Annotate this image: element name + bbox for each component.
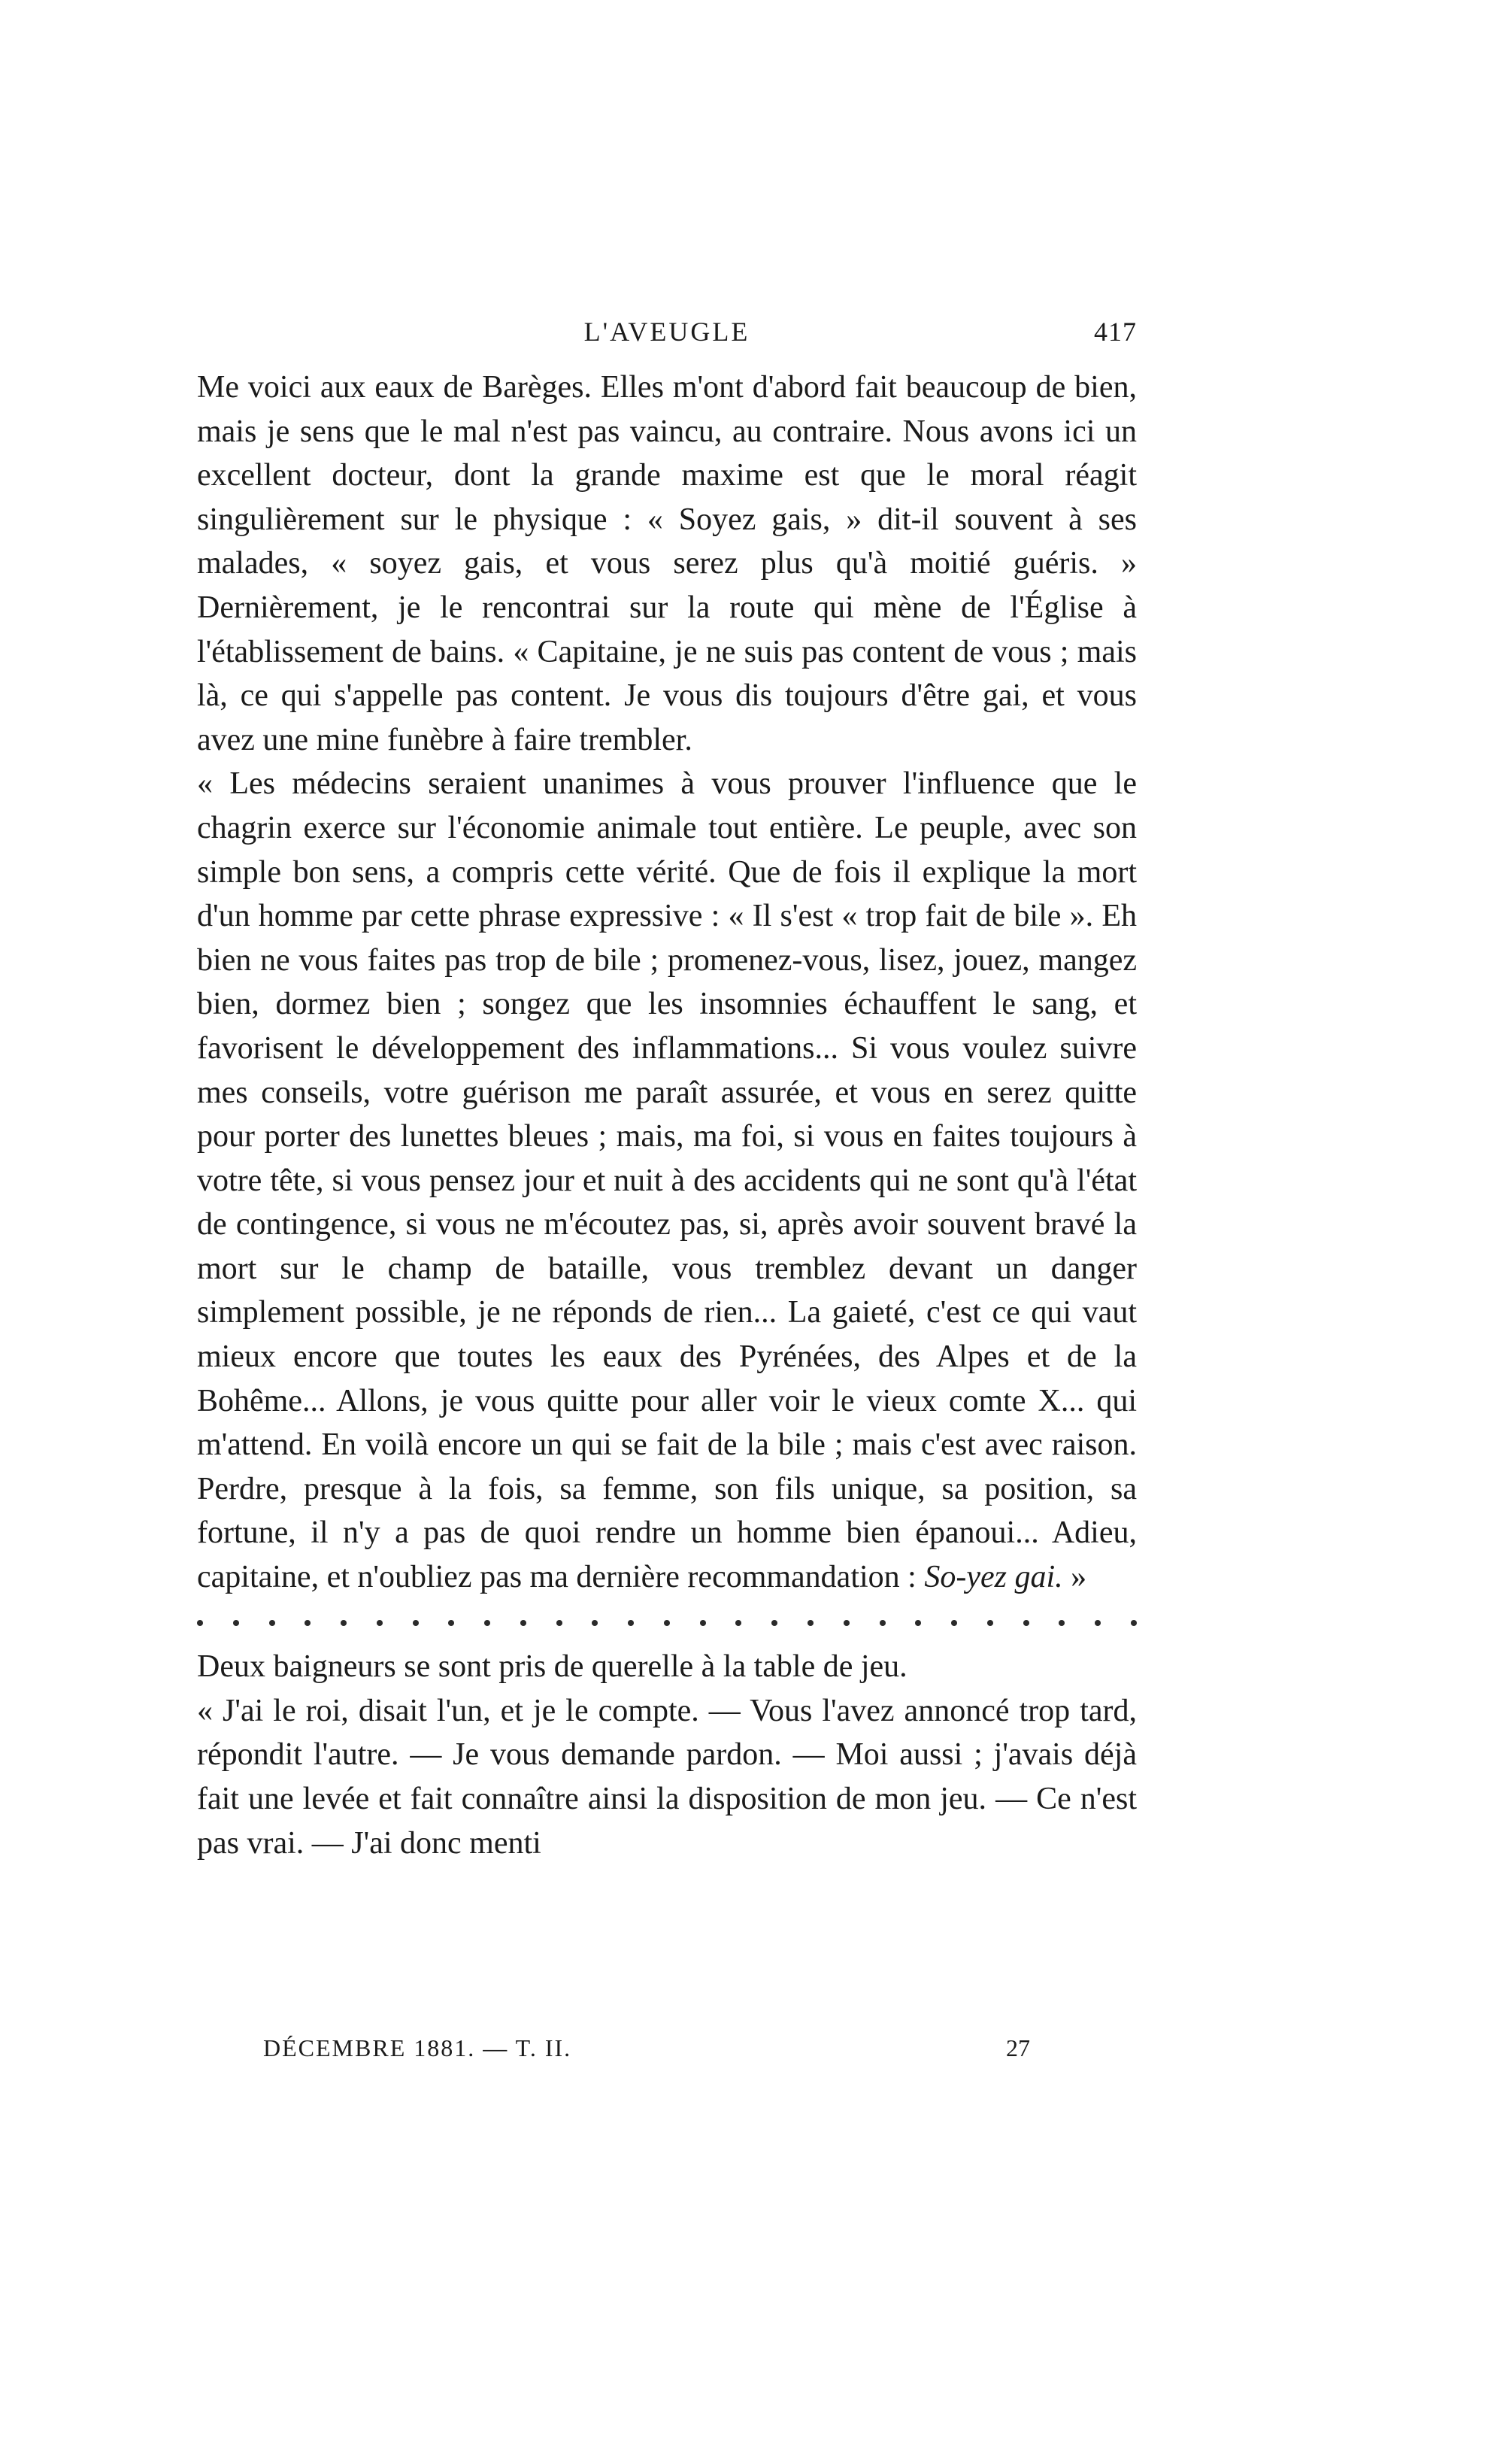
dot [341,1620,347,1626]
dot [413,1620,419,1626]
paragraph [197,762,1137,1599]
dot [233,1620,239,1626]
closing-quote: » [1062,1560,1087,1595]
signature-number: 27 [1006,2034,1030,2061]
dot [197,1620,203,1626]
dot [808,1620,814,1626]
paragraph: Me voici aux eaux de Barèges. Elles m'ont d'abord fait beaucoup de bien, mais je sens que le mal n'est pas vaincu, au contraire. Nous avons ici un excellent docteur, dont la grande maxime est que le moral réagit singulièrement sur le physique : « Soyez gais, » dit-il souvent à ses malades, « soyez gais, et vous serez plus qu'à moitié guéris. » Dernièrement, je le rencontrai sur la route qui mène de l'Église à l'établissement de bains. « Capitaine, je ne suis pas content de vous ; mais là, ce qui s'appelle pas content. Je vous dis toujours d'être gai, et vous avez une mine funèbre à faire trembler. [197,370,1137,757]
dot [880,1620,886,1626]
dot [269,1620,275,1626]
dot [1131,1620,1137,1626]
dot [844,1620,850,1626]
dot [628,1620,634,1626]
signature-date-volume: DÉCEMBRE 1881. — T. II. [263,2034,572,2061]
dot [1095,1620,1101,1626]
dot [664,1620,670,1626]
body-text [197,366,1137,1865]
section-break-dots [197,1600,1137,1646]
paragraph: « J'ai le roi, disait l'un, et je le compte. — Vous l'avez annoncé trop tard, répondit l'autre. — Je vous demande pardon. — Moi aussi ; j'avais déjà fait une levée et fait connaître ainsi la disposition de mon jeu. — Ce n'est pas vrai. — J'ai donc menti [197,1693,1137,1861]
dot [915,1620,921,1626]
dot [951,1620,957,1626]
dot [448,1620,454,1626]
dot [771,1620,777,1626]
dot [520,1620,526,1626]
printer-signature [263,2034,1030,2072]
running-head [197,316,1137,353]
dot [484,1620,490,1626]
dot [700,1620,706,1626]
dot [592,1620,598,1626]
italic-phrase: So-yez gai. [924,1560,1063,1595]
dot [1023,1620,1029,1626]
dot [305,1620,311,1626]
dot [556,1620,562,1626]
running-title: L'AVEUGLE [583,317,750,347]
page-number: 417 [1094,317,1137,347]
dot [735,1620,741,1626]
dot [1059,1620,1065,1626]
dot [987,1620,993,1626]
paragraph-text: « Les médecins seraient unanimes à vous prouver l'influence que le chagrin exerce sur l'économie animale tout entière. Le peuple, avec son simple bon sens, a compris cette vérité. Que de fois il explique la mort d'un homme par cette phrase expressive : « Il s'est « trop fait de bile ». Eh bien ne vous faites pas trop de bile ; promenez-vous, lisez, jouez, mangez bien, dormez bien ; songez que les insomnies échauffent le sang, et favorisent le développement des inflammations... Si vous voulez suivre mes conseils, votre guérison me paraît assurée, et vous en serez quitte pour porter des lunettes bleues ; mais, ma foi, si vous en faites toujours à votre tête, si vous pensez jour et nuit à des accidents qui ne sont qu'à l'état de contingence, si vous ne m'écoutez pas, si, après avoir souvent bravé la mort sur le champ de bataille, vous tremblez devant un danger simplement possible, je ne réponds de rien... La gaieté, c'est ce qui vaut mieux encore que toutes les eaux des Pyrénées, des Alpes et de la Bohême... Allons, je vous quitte pour aller voir le vieux comte X... qui m'attend. En voilà encore un qui se fait de la bile ; mais c'est avec raison. Perdre, presque à la fois, sa femme, son fils unique, sa position, sa fortune, il n'y a pas de quoi rendre un homme bien épanoui... Adieu, capitaine, et n'oubliez pas ma dernière recommandation : [197,766,1137,1595]
dot [377,1620,383,1626]
paragraph: Deux baigneurs se sont pris de querelle à la table de jeu. [197,1649,908,1685]
